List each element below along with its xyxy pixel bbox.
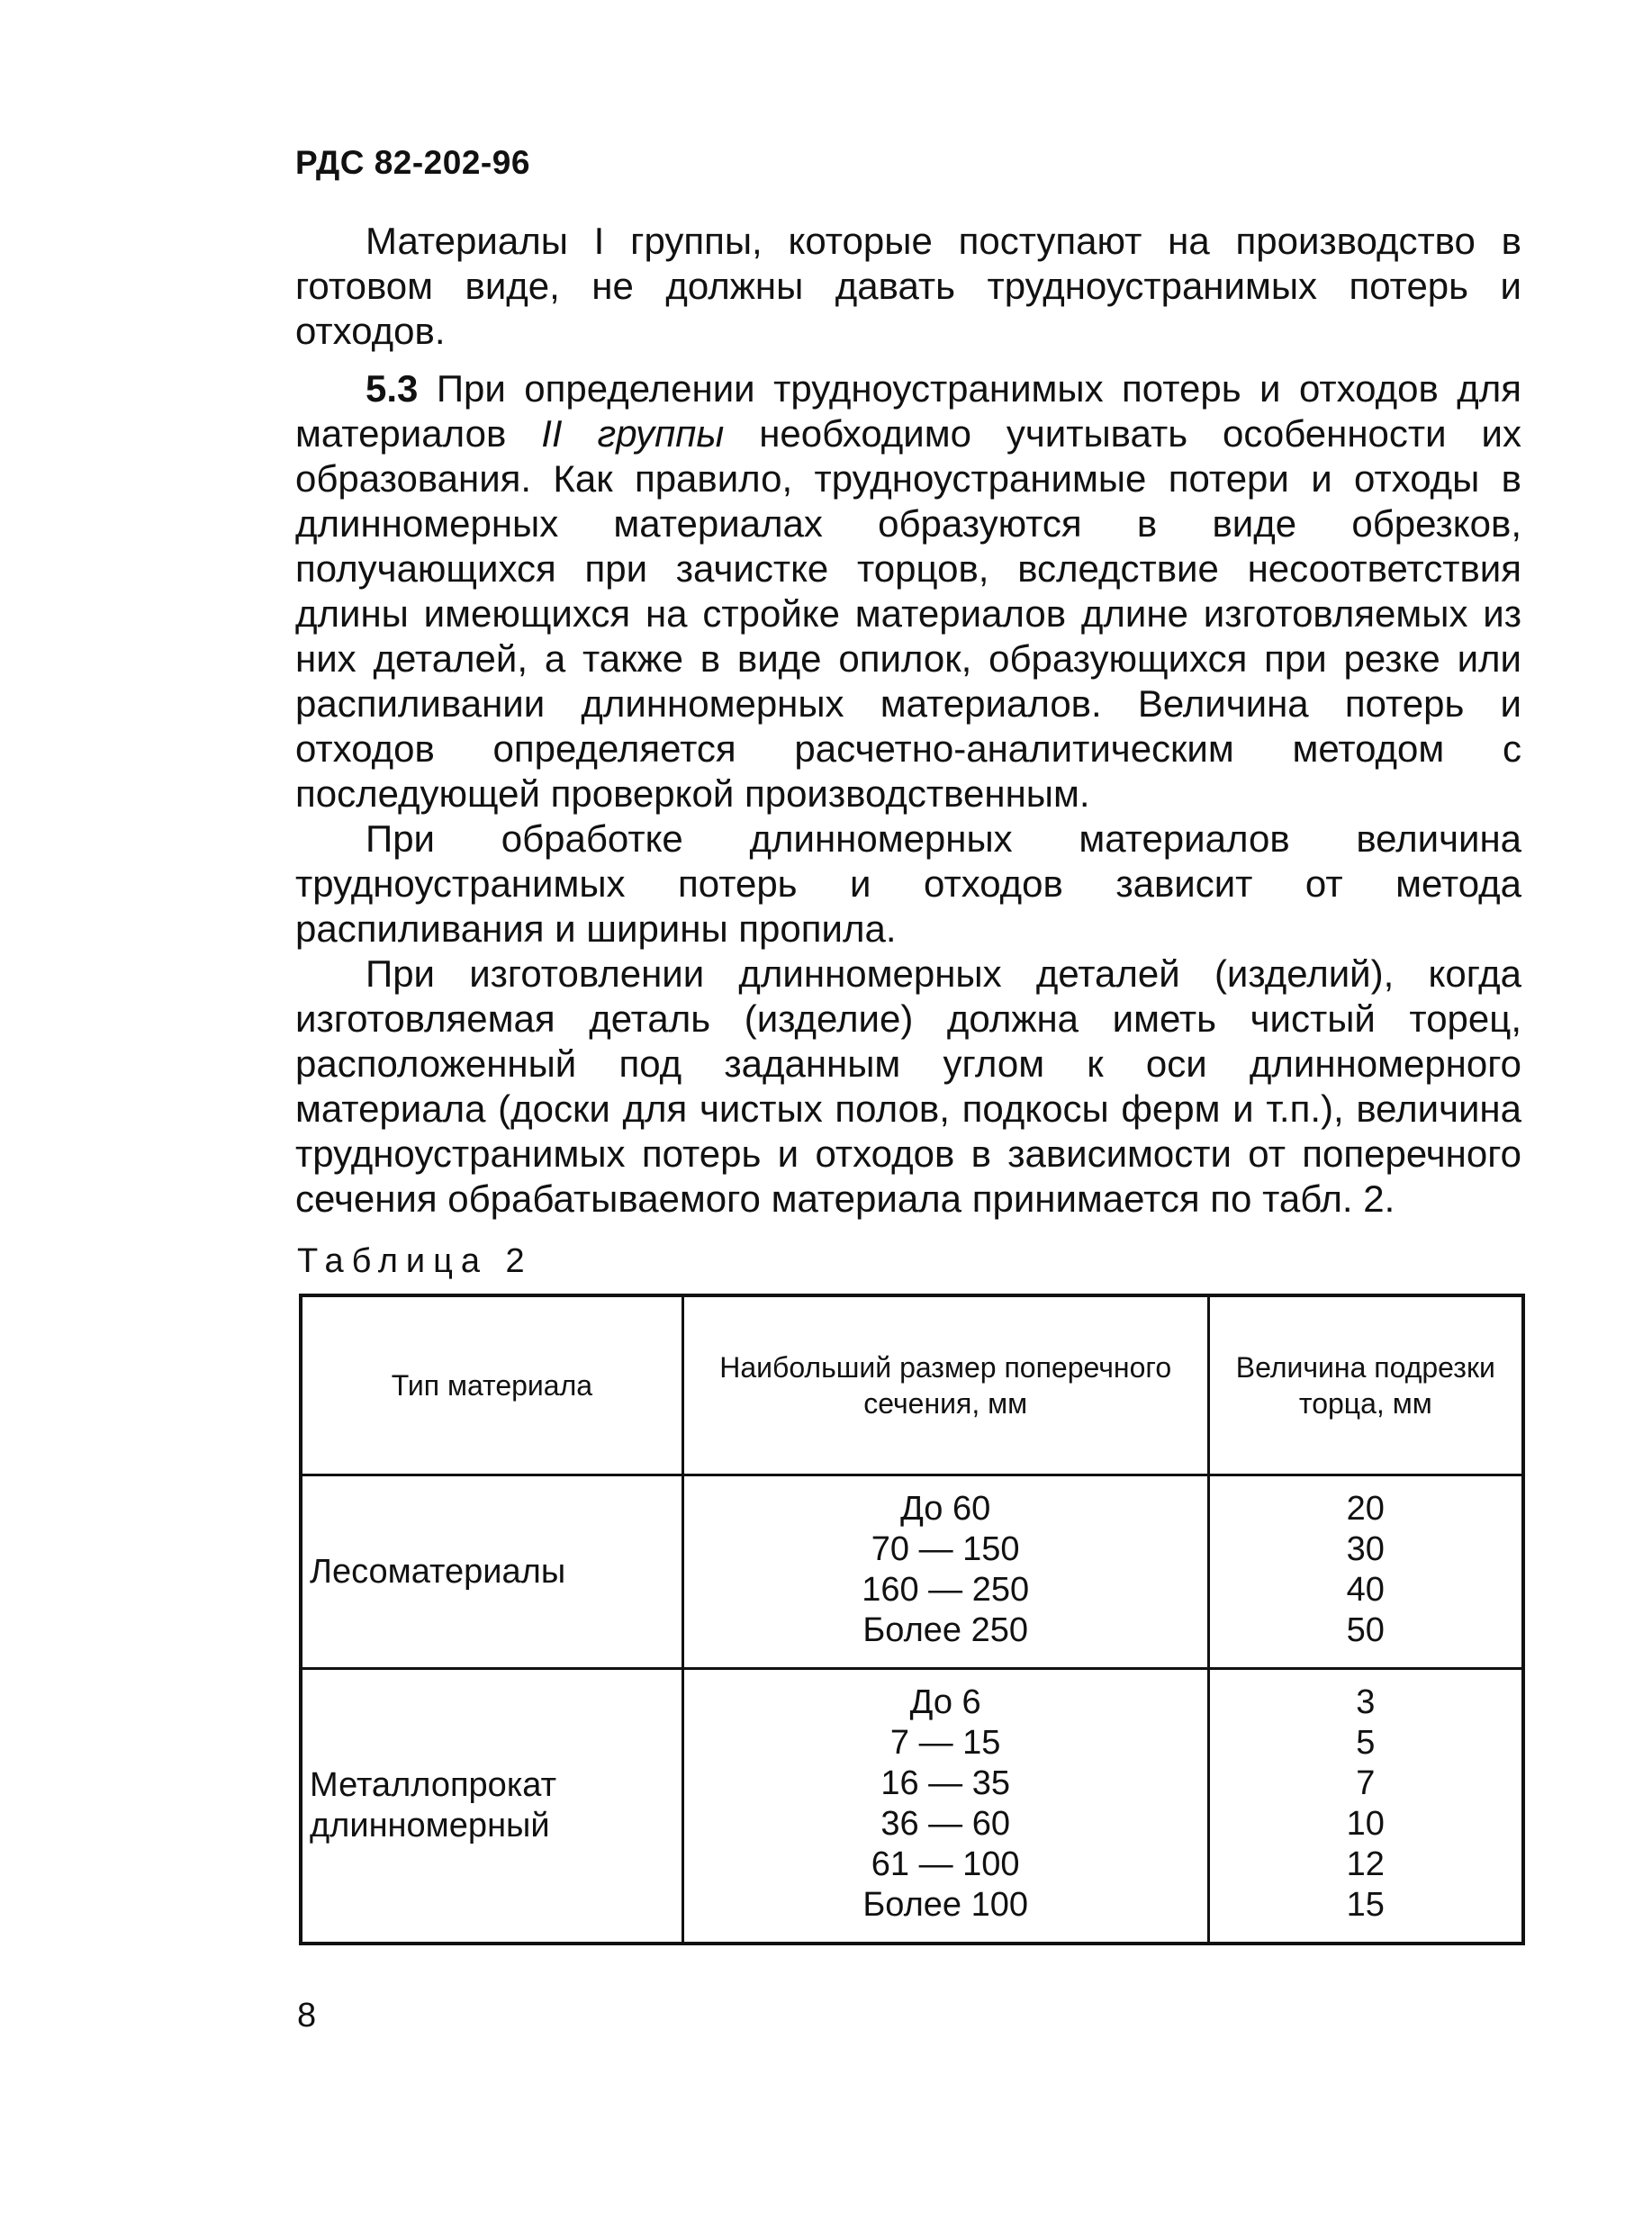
paragraph-4: При изготовлении длинномерных деталей (изделий), когда изготовляемая деталь (изделие) должна иметь чистый торец, расположенный под заданным углом к оси длинномерного материала (доски для чистых полов, подкосы ферм и т.п.), величина трудноустранимых потерь и отходов в зависимости от поперечного сечения обрабатываемого материала принимается по табл. 2. bbox=[295, 952, 1521, 1220]
material-cell: Металлопрокат длинномерный bbox=[301, 1669, 682, 1944]
size-value: До 6 bbox=[909, 1683, 981, 1721]
trims-cell bbox=[1208, 1475, 1523, 1669]
trim-value: 5 bbox=[1356, 1724, 1376, 1762]
trim-value: 30 bbox=[1346, 1530, 1385, 1568]
page-number: 8 bbox=[297, 1997, 317, 2034]
material-cell: Лесоматериалы bbox=[301, 1475, 682, 1669]
size-value: 160 — 250 bbox=[862, 1571, 1030, 1609]
size-value: 61 — 100 bbox=[871, 1845, 1020, 1883]
body-text bbox=[295, 219, 1521, 1222]
size-value: Более 250 bbox=[862, 1611, 1028, 1649]
trim-norms-table bbox=[299, 1294, 1525, 1945]
size-value: 7 — 15 bbox=[889, 1724, 1001, 1762]
header-material-type: Тип материала bbox=[301, 1295, 682, 1475]
trims-cell bbox=[1208, 1669, 1523, 1944]
size-value: До 60 bbox=[900, 1490, 991, 1528]
size-value: Более 100 bbox=[862, 1886, 1028, 1924]
table-header-row bbox=[301, 1295, 1523, 1475]
document-code: РДС 82-202-96 bbox=[295, 144, 530, 181]
sizes-cell bbox=[682, 1475, 1208, 1669]
table-row bbox=[301, 1475, 1523, 1669]
table-row bbox=[301, 1669, 1523, 1944]
paragraph-2-part-b: необходимо учитывать особенности их образования. Как правило, трудноустранимые потери и отходы в длинномерных материалах образуются в виде обрезков, получающихся при зачистке торцов, вследствие несоответствия длины имеющихся на стройке материалов длине изготовляемых из них деталей, а также в виде опилок, образующихся при резке или распиливании длинномерных материалов. Величина потерь и отходов определяется расчетно-аналитическим методом с последующей проверкой производственным. bbox=[295, 412, 1521, 815]
paragraph-2 bbox=[295, 366, 1521, 816]
paragraph-1: Материалы I группы, которые поступают на производство в готовом виде, не должны давать трудноустранимых потерь и отходов. bbox=[295, 220, 1521, 352]
header-trim-value: Величина подрезки торца, мм bbox=[1208, 1295, 1523, 1475]
trim-value: 10 bbox=[1346, 1805, 1385, 1843]
size-value: 16 — 35 bbox=[880, 1764, 1010, 1802]
trim-value: 3 bbox=[1356, 1683, 1376, 1721]
paragraph-3: При обработке длинномерных материалов величина трудноустранимых потерь и отходов зависит от метода распиливания и ширины пропила. bbox=[295, 817, 1521, 950]
trim-value: 20 bbox=[1346, 1490, 1385, 1528]
size-value: 36 — 60 bbox=[880, 1805, 1010, 1843]
sizes-cell bbox=[682, 1669, 1208, 1944]
trim-value: 7 bbox=[1356, 1764, 1376, 1802]
trim-value: 40 bbox=[1346, 1571, 1385, 1609]
section-number: 5.3 bbox=[366, 367, 419, 410]
trim-value: 50 bbox=[1346, 1611, 1385, 1649]
paragraph-2-part-a: При определении трудноустранимых потерь и отходов для материалов bbox=[295, 367, 1521, 455]
group-name: II группы bbox=[541, 412, 725, 455]
header-max-section-size: Наибольший размер поперечного сечения, мм bbox=[682, 1295, 1208, 1475]
size-value: 70 — 150 bbox=[871, 1530, 1020, 1568]
trim-value: 12 bbox=[1346, 1845, 1385, 1883]
trim-value: 15 bbox=[1346, 1886, 1385, 1924]
table-caption: Таблица 2 bbox=[297, 1242, 533, 1280]
